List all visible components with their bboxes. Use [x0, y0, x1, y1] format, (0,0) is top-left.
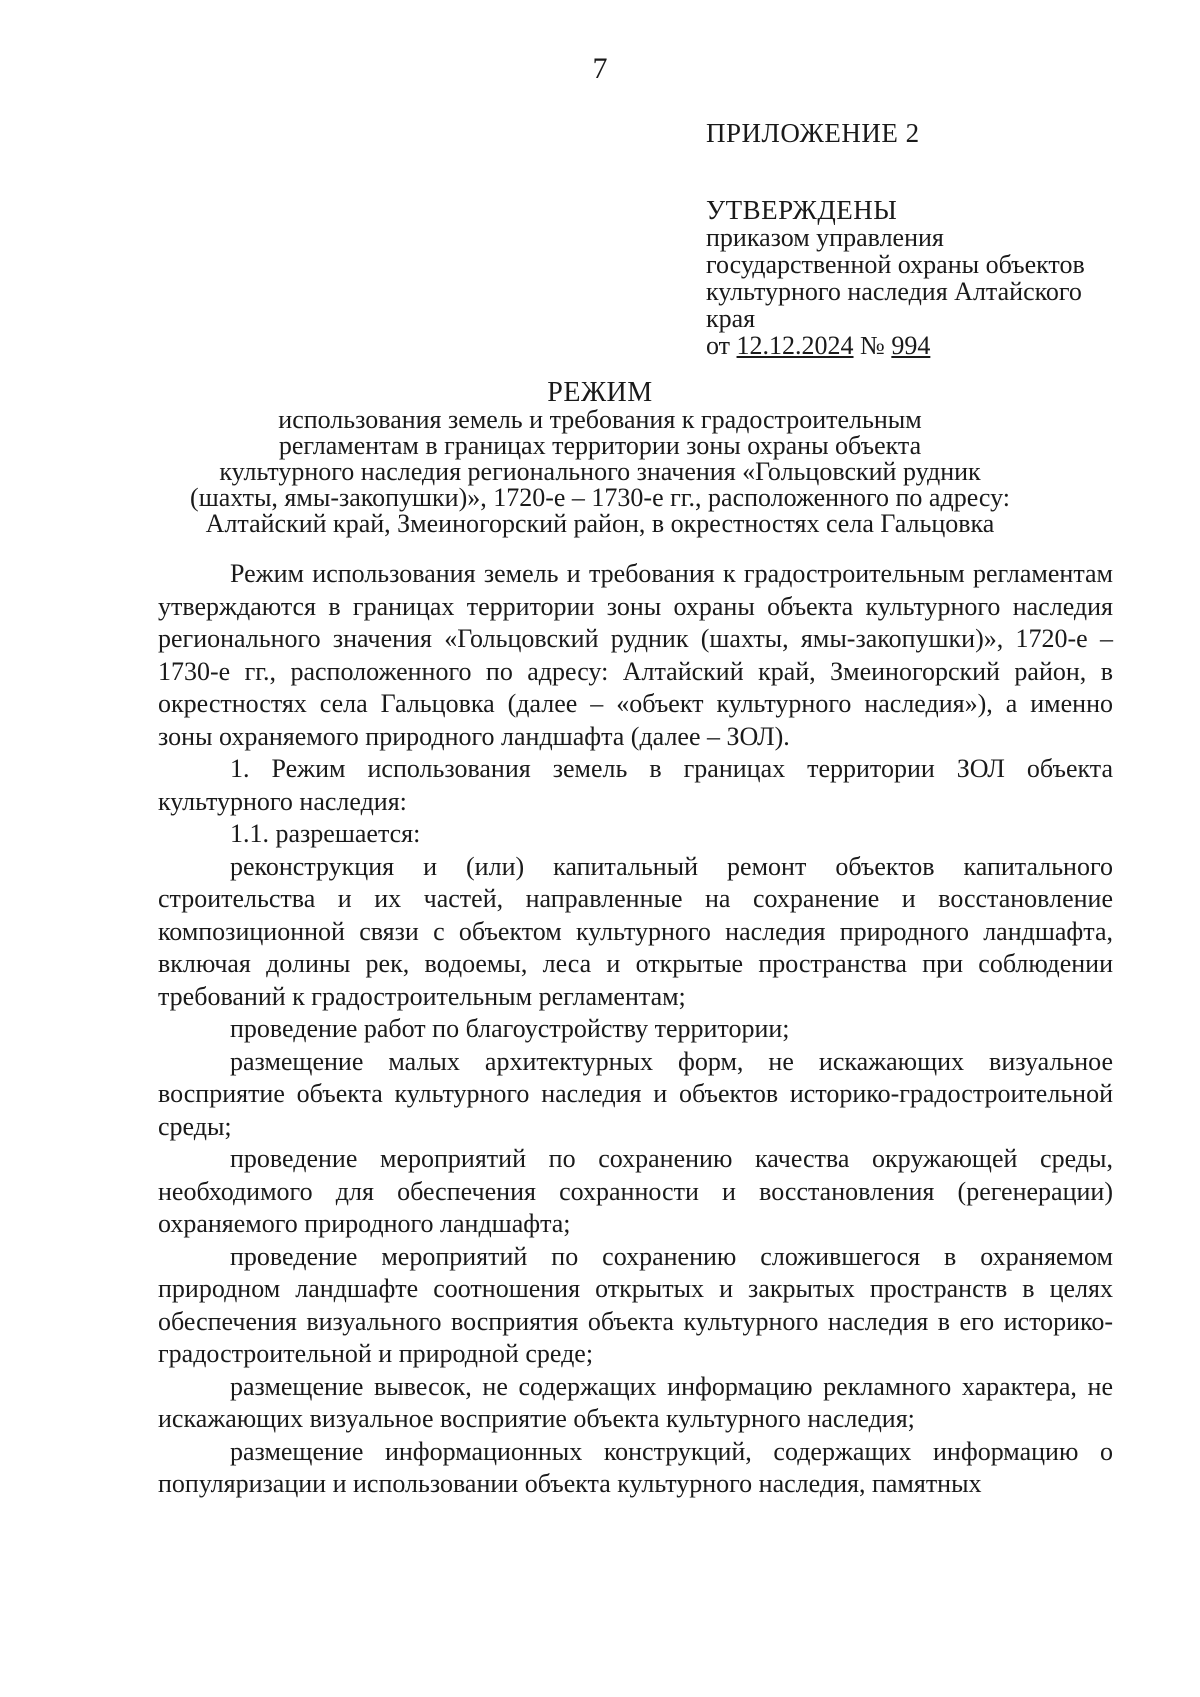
body-paragraph: 1. Режим использования земель в границах территории ЗОЛ объекта культурного наследия: [158, 754, 1113, 816]
title-line: Алтайский край, Змеиногорский район, в окрестностях села Гальцовка [205, 509, 995, 538]
approval-line: края [706, 304, 756, 333]
approval-line: культурного наследия Алтайского [706, 277, 1082, 306]
body-paragraph: 1.1. разрешается: [230, 819, 421, 848]
body-paragraph: размещение вывесок, не содержащих информацию рекламного характера, не искажающих визуальное восприятие объекта культурного наследия; [158, 1371, 1113, 1433]
body-paragraph: проведение работ по благоустройству территории; [230, 1014, 790, 1043]
number-sign: № [860, 331, 885, 360]
appendix-label: ПРИЛОЖЕНИЕ 2 [706, 118, 920, 148]
page-number: 7 [592, 52, 608, 85]
approval-line: государственной охраны объектов [706, 250, 1085, 279]
title-line: (шахты, ямы-закопушки)», 1720-е – 1730-е гг., расположенного по адресу: [190, 483, 1010, 512]
title-heading: РЕЖИМ [547, 377, 653, 408]
document-body [158, 558, 1113, 1501]
date-prefix: от [706, 331, 731, 360]
title-line: регламентам в границах территории зоны охраны объекта [278, 431, 922, 460]
body-paragraph: размещение малых архитектурных форм, не искажающих визуальное восприятие объекта культурного наследия и объектов историко-градостроительной среды; [158, 1046, 1113, 1141]
order-number: 994 [891, 331, 931, 360]
body-paragraph: проведение мероприятий по сохранению качества окружающей среды, необходимого для обеспечения сохранности и восстановления (регенерации) охраняемого природного ландшафта; [158, 1144, 1113, 1238]
body-paragraph: реконструкция и (или) капитальный ремонт объектов капитального строительства и их частей, направленные на сохранение и восстановление композиционной связи с объектом культурного наследия природного ландшафта, включая долины рек, водоемы, леса и открытые пространства при соблюдении требований к градостроительным регламентам; [158, 851, 1113, 1011]
order-date: 12.12.2024 [736, 331, 854, 360]
body-paragraph: Режим использования земель и требования к градостроительным регламентам утверждаются в границах территории зоны охраны объекта культурного наследия регионального значения «Гольцовский рудник (шахты, ямы-закопушки)», 1720-е – 1730-е гг., расположенного по адресу: Алтайский край, Змеиногорский район, в окрестностях села Гальцовка (далее – «объект культурного наследия»), а именно зоны охраняемого природного ландшафта (далее – ЗОЛ). [158, 559, 1113, 751]
body-paragraph: размещение информационных конструкций, содержащих информацию о популяризации и использовании объекта культурного наследия, памятных [158, 1436, 1113, 1498]
order-date-line [706, 332, 1146, 359]
approval-block [706, 120, 1146, 359]
body-paragraph: проведение мероприятий по сохранению сложившегося в охраняемом природном ландшафте соотношения открытых и закрытых пространств в целях обеспечения визуального восприятия объекта культурного наследия в его историко-градостроительной и природной среде; [158, 1241, 1113, 1368]
title-line: культурного наследия регионального значения «Гольцовский рудник [219, 457, 981, 486]
approval-line: приказом управления [706, 223, 944, 252]
document-title [150, 377, 1050, 538]
title-line: использования земель и требования к градостроительным [278, 405, 922, 434]
approved-label: УТВЕРЖДЕНЫ [706, 195, 898, 225]
